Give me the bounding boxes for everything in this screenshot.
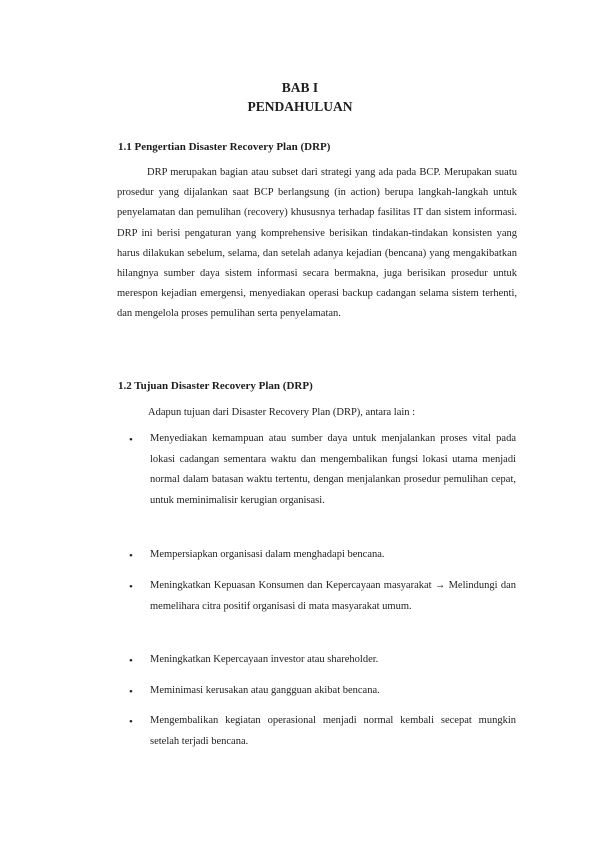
list-item: Meminimasi kerusakan atau gangguan akibat bencana. [150, 685, 380, 696]
section-heading-1-2: 1.2 Tujuan Disaster Recovery Plan (DRP) [118, 380, 313, 392]
list-item: Mempersiapkan organisasi dalam menghadapi bencana. [150, 549, 385, 560]
chapter-heading [0, 78, 600, 116]
section-heading-1-1: 1.1 Pengertian Disaster Recovery Plan (DRP) [118, 141, 331, 153]
bullet-icon: • [129, 655, 133, 667]
list-item: Menyediakan kemampuan atau sumber daya untuk menjalankan proses vital pada lokasi cadangan sementara waktu dan mengembalikan fungsi lokasi utama menjadi normal dalam batasan waktu tertentu, dengan menjalankan prosedur pemulihan cepat, untuk meminimalisir kerugian organisasi. [150, 433, 516, 506]
bullet-icon: • [129, 686, 133, 698]
bullet-icon: • [129, 550, 133, 562]
section-1-2-intro: Adapun tujuan dari Disaster Recovery Plan (DRP), antara lain : [148, 407, 416, 418]
bullet-icon: • [129, 716, 133, 728]
list-item: Meningkatkan Kepercayaan investor atau shareholder. [150, 654, 379, 665]
list-item: Meningkatkan Kepuasan Konsumen dan Kepercayaan masyarakat → Melindungi dan memelihara citra positif organisasi di mata masyarakat umum. [150, 580, 516, 612]
section-1-1-paragraph: DRP merupakan bagian atau subset dari strategi yang ada pada BCP. Merupakan suatu prosedur yang dijalankan saat BCP berlangsung (in action) berupa langkah-langkah untuk penyelamatan dan pemulihan (recovery) khususnya terhadap fasilitas IT dan sistem informasi. DRP ini berisi pengaturan yang komprehensive berisikan tindakan-tindakan konsisten yang harus dilakukan sebelum, selama, dan setelah adanya kejadian (bencana) yang mengakibatkan hilangnya sumber daya sistem informasi secara bermakna, juga berisikan prosedur untuk merespon kejadian emergensi, menyediakan operasi backup cadangan selama sistem terhenti, dan mengelola proses pemulihan serta penyelamatan. [117, 167, 517, 320]
bullet-icon: • [129, 434, 133, 446]
chapter-number: BAB I [281, 80, 319, 95]
chapter-title: PENDAHULUAN [247, 99, 353, 114]
bullet-icon: • [129, 581, 133, 593]
list-item: Mengembalikan kegiatan operasional menjadi normal kembali secepat mungkin setelah terjadi bencana. [150, 715, 516, 747]
